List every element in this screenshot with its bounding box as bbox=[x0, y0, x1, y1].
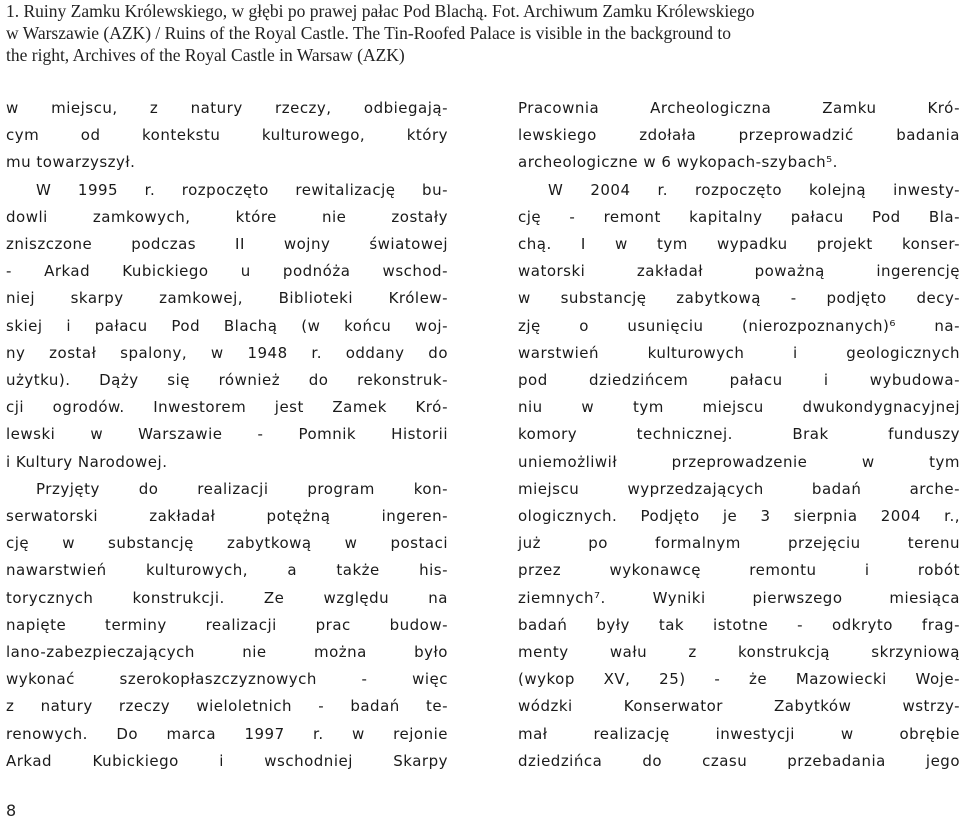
text-line: watorski zakładał poważną ingerencję bbox=[518, 262, 960, 281]
left-text-column bbox=[6, 95, 448, 775]
text-line: lewskiego zdołała przeprowadzić badania bbox=[518, 126, 960, 145]
figure-caption bbox=[6, 0, 956, 66]
text-line: W 2004 r. rozpoczęto kolejną inwesty- bbox=[548, 180, 960, 199]
text-line: napięte terminy realizacji prac budow- bbox=[6, 615, 448, 634]
text-line: dowli zamkowych, które nie zostały bbox=[6, 207, 448, 226]
text-line: w miejscu, z natury rzeczy, odbiegają- bbox=[6, 99, 448, 117]
text-line: warstwień kulturowych i geologicznych bbox=[518, 343, 960, 362]
text-line: zję o usunięciu (nierozpoznanych)⁶ na- bbox=[518, 316, 960, 335]
text-line: pod dziedzińcem pałacu i wybudowa- bbox=[518, 371, 960, 390]
caption-line: 1. Ruiny Zamku Królewskiego, w głębi po prawej pałac Pod Blachą. Fot. Archiwum Zamku Królewskiego bbox=[6, 1, 755, 21]
text-line: przez wykonawcę remontu i robót bbox=[518, 561, 960, 580]
text-line: mał realizację inwestycji w obrębie bbox=[518, 724, 960, 743]
text-line: cję - remont kapitalny pałacu Pod Bla- bbox=[518, 207, 960, 226]
text-line: użytku). Dąży się również do rekonstruk- bbox=[6, 371, 448, 390]
caption-line: w Warszawie (AZK) / Ruins of the Royal Castle. The Tin-Roofed Palace is visible in the background to bbox=[6, 23, 732, 43]
text-line: wykonać szerokopłaszczyznowych - więc bbox=[6, 670, 448, 689]
text-line: - Arkad Kubickiego u podnóża wschod- bbox=[6, 262, 448, 281]
text-line: niej skarpy zamkowej, Biblioteki Królew- bbox=[6, 289, 448, 308]
text-line: cję w substancję zabytkową w postaci bbox=[6, 534, 448, 553]
text-line: archeologiczne w 6 wykopach-szybach⁵. bbox=[518, 153, 838, 172]
text-line: nawarstwień kulturowych, a także his- bbox=[6, 561, 448, 580]
text-line: chą. I w tym wypadku projekt konser- bbox=[518, 235, 960, 254]
text-line: uniemożliwił przeprowadzenie w tym bbox=[518, 452, 960, 471]
text-line: Pracownia Archeologiczna Zamku Kró- bbox=[518, 99, 960, 117]
text-line: zniszczone podczas II wojny światowej bbox=[6, 235, 448, 254]
text-line: lano-zabezpieczających nie można było bbox=[6, 643, 448, 662]
text-line: niu w tym miejscu dwukondygnacyjnej bbox=[518, 398, 960, 417]
text-line: skiej i pałacu Pod Blachą (w końcu woj- bbox=[6, 316, 448, 335]
page-number: 8 bbox=[6, 801, 17, 820]
text-line: mu towarzyszył. bbox=[6, 153, 136, 172]
text-line: cji ogrodów. Inwestorem jest Zamek Kró- bbox=[6, 398, 448, 417]
text-line: W 1995 r. rozpoczęto rewitalizację bu- bbox=[36, 180, 448, 199]
text-line: torycznych konstrukcji. Ze względu na bbox=[6, 588, 448, 607]
text-line: ologicznych. Podjęto je 3 sierpnia 2004 r., bbox=[518, 507, 960, 526]
text-line: w substancję zabytkową - podjęto decy- bbox=[518, 289, 960, 308]
text-line: komory technicznej. Brak funduszy bbox=[518, 425, 960, 444]
text-line: dziedzińca do czasu przebadania jego bbox=[518, 751, 960, 770]
caption-line: the right, Archives of the Royal Castle in Warsaw (AZK) bbox=[6, 45, 405, 65]
text-line: ny został spalony, w 1948 r. oddany do bbox=[6, 343, 448, 362]
text-line: badań były tak istotne - odkryto frag- bbox=[518, 615, 960, 634]
text-line: cym od kontekstu kulturowego, który bbox=[6, 126, 448, 145]
text-line: Arkad Kubickiego i wschodniej Skarpy bbox=[6, 751, 448, 770]
text-line: miejscu wyprzedzających badań arche- bbox=[518, 479, 960, 498]
text-line: Przyjęty do realizacji program kon- bbox=[36, 479, 448, 498]
text-line: już po formalnym przejęciu terenu bbox=[518, 534, 960, 553]
text-line: renowych. Do marca 1997 r. w rejonie bbox=[6, 724, 448, 743]
text-line: serwatorski zakładał potężną ingeren- bbox=[6, 507, 448, 526]
text-line: wódzki Konserwator Zabytków wstrzy- bbox=[518, 697, 960, 716]
text-line: (wykop XV, 25) - że Mazowiecki Woje- bbox=[518, 670, 960, 689]
right-text-column bbox=[518, 95, 960, 775]
text-line: z natury rzeczy wieloletnich - badań te- bbox=[6, 697, 448, 716]
text-line: menty wału z konstrukcją skrzyniową bbox=[518, 643, 960, 662]
text-line: i Kultury Narodowej. bbox=[6, 452, 168, 471]
text-line: ziemnych⁷. Wyniki pierwszego miesiąca bbox=[518, 588, 960, 607]
text-line: lewski w Warszawie - Pomnik Historii bbox=[6, 425, 448, 444]
